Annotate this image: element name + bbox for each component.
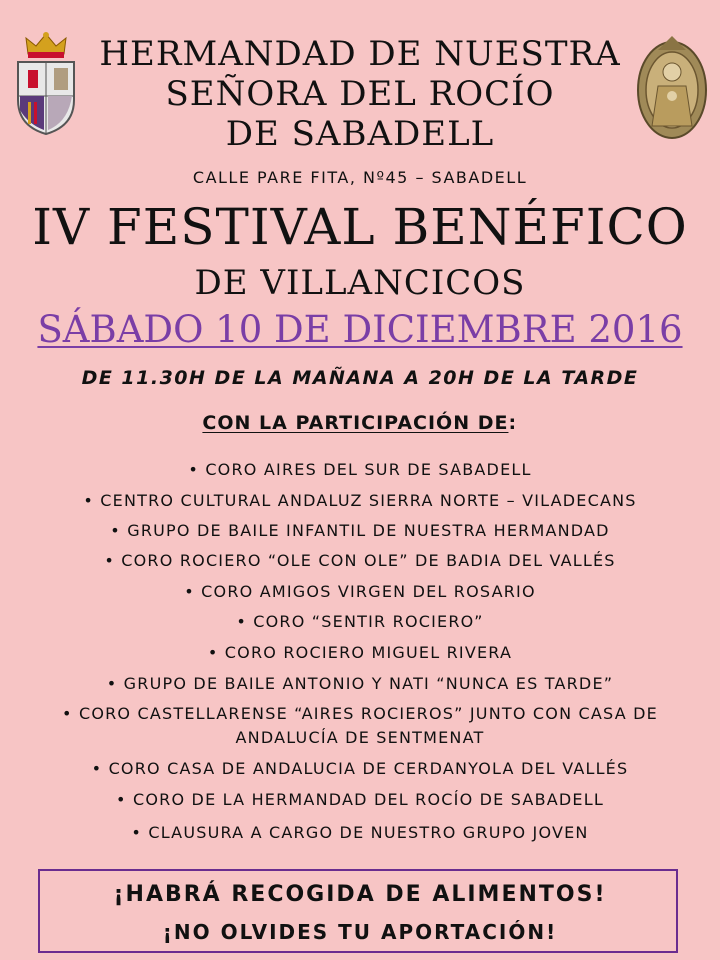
bullet: • bbox=[91, 759, 103, 778]
header-title-line-3: DE SABADELL bbox=[225, 114, 495, 154]
header-title-line-2: SEÑORA DEL ROCÍO bbox=[165, 74, 555, 114]
list-item: • CORO ROCIERO MIGUEL RIVERA bbox=[207, 643, 513, 662]
bullet: • bbox=[131, 823, 143, 842]
header-title-line-1: HERMANDAD DE NUESTRA bbox=[99, 34, 621, 74]
bullet: • bbox=[188, 460, 200, 479]
list-item: • GRUPO DE BAILE ANTONIO Y NATI “NUNCA ES TARDE” bbox=[106, 674, 614, 693]
notice-line-1: ¡HABRÁ RECOGIDA DE ALIMENTOS! bbox=[113, 882, 607, 907]
list-item: • GRUPO DE BAILE INFANTIL DE NUESTRA HERMANDAD bbox=[110, 521, 610, 540]
bullet: • bbox=[62, 704, 73, 723]
bullet: • bbox=[116, 790, 127, 809]
list-item-continuation: ANDALUCÍA DE SENTMENAT bbox=[235, 728, 485, 747]
bullet: • bbox=[83, 491, 94, 510]
bullet: • bbox=[184, 582, 195, 601]
participation-heading-text: CON LA PARTICIPACIÓN DE bbox=[202, 412, 509, 434]
list-item: • CORO DE LA HERMANDAD DEL ROCÍO DE SABADELL bbox=[116, 790, 604, 809]
list-item: • CORO AMIGOS VIRGEN DEL ROSARIO bbox=[184, 582, 536, 601]
list-item: • CORO “SENTIR ROCIERO” bbox=[236, 612, 484, 631]
festival-hours: DE 11.30H DE LA MAÑANA A 20H DE LA TARDE bbox=[81, 367, 639, 389]
notice-line-2: ¡NO OLVIDES TU APORTACIÓN! bbox=[162, 920, 558, 944]
participation-heading bbox=[0, 412, 720, 434]
festival-subtitle: DE VILLANCICOS bbox=[194, 263, 526, 303]
bullet: • bbox=[104, 551, 115, 570]
bullet: • bbox=[207, 643, 219, 662]
list-item: • CLAUSURA A CARGO DE NUESTRO GRUPO JOVEN bbox=[131, 823, 589, 842]
bullet: • bbox=[110, 521, 121, 540]
list-item: • CORO ROCIERO “OLE CON OLE” DE BADIA DEL VALLÉS bbox=[104, 551, 616, 570]
address: CALLE PARE FITA, Nº45 – SABADELL bbox=[192, 168, 528, 187]
festival-date: SÁBADO 10 DE DICIEMBRE 2016 bbox=[37, 308, 683, 351]
bullet: • bbox=[106, 674, 118, 693]
list-item: • CENTRO CULTURAL ANDALUZ SIERRA NORTE – VILADECANS bbox=[83, 491, 637, 510]
list-item: • CORO AIRES DEL SUR DE SABADELL bbox=[188, 460, 532, 479]
participation-heading-colon: : bbox=[508, 412, 518, 434]
list-item: • CORO CASA DE ANDALUCIA DE CERDANYOLA DEL VALLÉS bbox=[91, 759, 629, 778]
list-item: • CORO CASTELLARENSE “AIRES ROCIEROS” JUNTO CON CASA DE bbox=[62, 704, 658, 723]
bullet: • bbox=[236, 612, 247, 631]
festival-title: IV FESTIVAL BENÉFICO bbox=[32, 198, 688, 256]
